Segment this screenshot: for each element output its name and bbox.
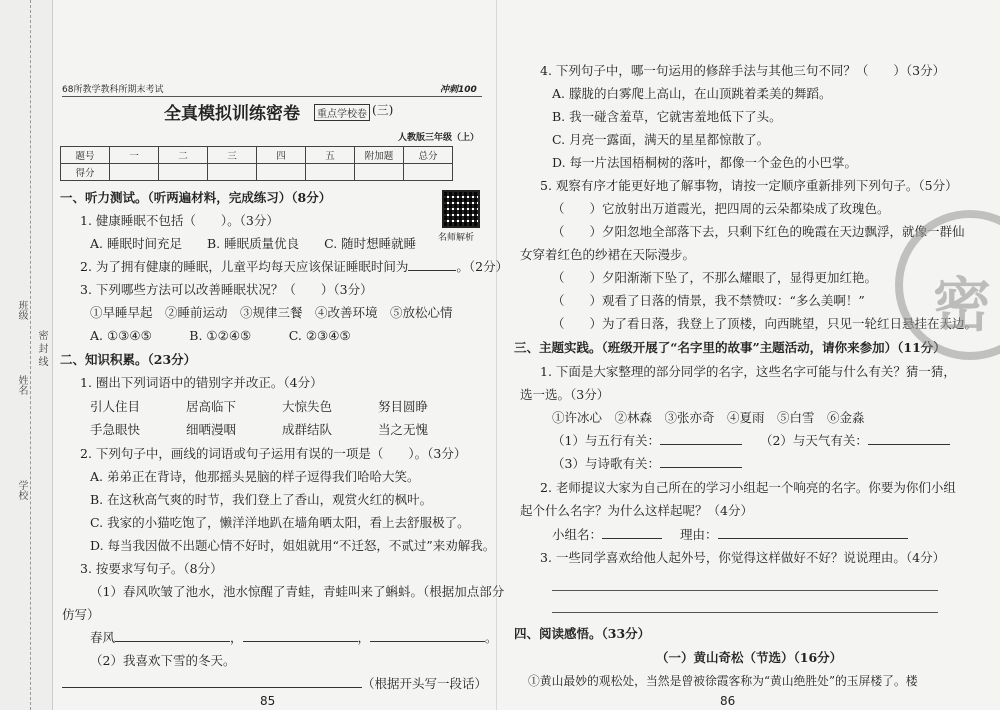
- k3-1: （1）春风吹皱了池水，池水惊醒了青蛙，青蛙叫来了蝌蚪。（根据加点部分: [90, 584, 505, 599]
- score-input-cell[interactable]: [159, 164, 208, 181]
- p1: 1. 下面是大家整理的部分同学的名字，这些名字可能与什么有关？猜一猜，: [540, 364, 956, 379]
- stamp-char: 密: [933, 271, 992, 339]
- q4-b: B. 我一碰含羞草，它就害羞地低下了头。: [552, 109, 782, 124]
- answer-blank[interactable]: [660, 444, 742, 445]
- k2-b: B. 在这秋高气爽的时节，我们登上了香山，观赏火红的枫叶。: [90, 492, 433, 507]
- k1-word: 大惊失色: [282, 399, 333, 414]
- q5-4: （ ）观看了日落的情景，我不禁赞叹：“多么美啊！”: [552, 293, 865, 308]
- p2-reason: 理由：: [680, 527, 718, 542]
- reading-text: ①黄山最妙的观松处，当然是曾被徐霞客称为“黄山绝胜处”的玉屏楼了。楼: [528, 674, 918, 688]
- left-page: [52, 0, 509, 710]
- q2-answer-blank[interactable]: [408, 270, 456, 271]
- q2: [80, 259, 508, 274]
- score-cell: 得分: [61, 164, 110, 181]
- right-page: [500, 0, 1000, 710]
- page-number: 86: [720, 694, 736, 708]
- k1-word: 努目圆睁: [378, 399, 429, 414]
- q4-c: C. 月亮一露面，满天的星星都惊散了。: [552, 132, 770, 147]
- page-title: 全真模拟训练密卷: [164, 104, 300, 124]
- answer-line[interactable]: [552, 590, 938, 591]
- score-row-values: [61, 164, 453, 181]
- score-row-header: [61, 147, 453, 164]
- score-input-cell[interactable]: [257, 164, 306, 181]
- class-label: 班级: [16, 300, 27, 320]
- page-number: 85: [260, 694, 276, 708]
- q3-options: A. ①③④⑤ B. ①②④⑤ C. ②③④⑤: [90, 328, 351, 343]
- p2: 2. 老师提议大家为自己所在的学习小组起一个响亮的名字。你要为你们小组: [540, 480, 956, 495]
- seal-text: 密 封 线: [36, 330, 47, 367]
- q4-a: A. 朦胧的白雾爬上高山，在山顶跳着柔美的舞蹈。: [552, 86, 832, 101]
- score-table: [60, 146, 453, 181]
- section-4-title: 四、阅读感悟。（33分）: [514, 626, 651, 641]
- badge-num: (三): [372, 103, 394, 117]
- k1-word: 引人住目: [90, 399, 141, 414]
- k3-1c-row: 春风 ， ， 。: [90, 630, 498, 645]
- k3-2b: （根据开头写一段话）: [362, 676, 488, 691]
- p2-name: 小组名：: [552, 527, 603, 542]
- k2-d: D. 每当我因做不出题心情不好时，姐姐就用“不迁怒，不贰过”来劝解我。: [90, 538, 496, 553]
- q4-d: D. 每一片法国梧桐树的落叶，都像一个金色的小巴掌。: [552, 155, 858, 170]
- group-name-blank[interactable]: [602, 538, 662, 539]
- k1-word: 成群结队: [282, 422, 333, 437]
- answer-blank[interactable]: [115, 641, 230, 642]
- p1-c: （3）与诗歌有关：: [552, 456, 660, 471]
- k3-1b: 仿写）: [62, 607, 100, 622]
- answer-blank[interactable]: [868, 444, 950, 445]
- answer-blank[interactable]: [62, 687, 362, 688]
- reading-title: （一）黄山奇松（节选）（16分）: [656, 650, 843, 665]
- score-cell: 五: [306, 147, 355, 164]
- k1-word: 居高临下: [186, 399, 237, 414]
- qr-code-icon[interactable]: [442, 190, 480, 228]
- k1-row1: [90, 399, 428, 414]
- q3-items: ①早睡早起 ②睡前运动 ③规律三餐 ④改善环境 ⑤放松心情: [90, 305, 453, 320]
- brand: 冲刺100: [440, 85, 477, 95]
- k2: 2. 下列句子中，画线的词语或句子运用有误的一项是（ ）。（3分）: [80, 446, 467, 461]
- qr-caption: 名师解析: [438, 233, 475, 243]
- p1-b: （2）与天气有关：: [759, 433, 868, 448]
- k1-word: 手急眼快: [90, 422, 141, 437]
- header-rule: [62, 96, 482, 97]
- name-label: 姓名: [16, 375, 27, 395]
- reason-blank[interactable]: [718, 538, 908, 539]
- q1: 1. 健康睡眠不包括（ ）。（3分）: [80, 213, 279, 228]
- p1b: 选一选。（3分）: [520, 387, 610, 402]
- section-1-title: 一、听力测试。（听两遍材料，完成练习）（8分）: [60, 190, 332, 205]
- k3-2: （2）我喜欢下雪的冬天。: [90, 653, 236, 668]
- section-3-title: 三、主题实践。（班级开展了“名字里的故事”主题活动，请你来参加）（11分）: [514, 340, 946, 355]
- seal-line: [30, 0, 31, 710]
- p1-a: （1）与五行有关：: [552, 433, 660, 448]
- score-cell: 三: [208, 147, 257, 164]
- q4: 4. 下列句子中，哪一句运用的修辞手法与其他三句不同？（ ）（3分）: [540, 63, 946, 78]
- k3: 3. 按要求写句子。（8分）: [80, 561, 223, 576]
- p1-c-row: [552, 456, 742, 471]
- score-input-cell[interactable]: [404, 164, 453, 181]
- score-cell: 四: [257, 147, 306, 164]
- p1-names: ①许冰心 ②林森 ③张亦奇 ④夏雨 ⑤白雪 ⑥金淼: [552, 410, 865, 425]
- score-cell: 总分: [404, 147, 453, 164]
- answer-blank[interactable]: [660, 467, 742, 468]
- q5-5: （ ）为了看日落，我登上了顶楼，向西眺望，只见一轮红日悬挂在天边。: [552, 316, 978, 331]
- q5-2b: 女穿着红色的纱裙在天际漫步。: [520, 247, 696, 262]
- edition: 人教版三年级（上）: [398, 133, 480, 143]
- k1-word: 细哂漫咽: [186, 422, 237, 437]
- k2-a: A. 弟弟正在背诗，他那摇头晃脑的样子逗得我们哈哈大笑。: [90, 469, 420, 484]
- k3-1c: 春风: [90, 630, 116, 645]
- score-input-cell[interactable]: [208, 164, 257, 181]
- score-cell: 一: [110, 147, 159, 164]
- p2-row: [552, 527, 908, 542]
- k1: 1. 圈出下列词语中的错别字并改正。（4分）: [80, 375, 323, 390]
- p1-row: [552, 433, 950, 448]
- k2-c: C. 我家的小猫吃饱了，懒洋洋地趴在墙角晒太阳，看上去舒服极了。: [90, 515, 470, 530]
- answer-line[interactable]: [552, 612, 938, 613]
- badge: 重点学校卷: [314, 104, 370, 121]
- q2-end: 。（2分）: [456, 259, 509, 274]
- q5: 5. 观察有序才能更好地了解事物，请按一定顺序重新排列下列句子。（5分）: [540, 178, 958, 193]
- exam-source: 68所教学教科所期末考试: [62, 85, 164, 95]
- score-input-cell[interactable]: [355, 164, 404, 181]
- k1-row2: [90, 422, 428, 437]
- q2-text: 2. 为了拥有健康的睡眠，儿童平均每天应该保证睡眠时间为: [80, 259, 409, 274]
- answer-blank[interactable]: [243, 641, 358, 642]
- k3-2-row: [62, 676, 487, 691]
- section-2-title: 二、知识积累。（23分）: [60, 352, 197, 367]
- page-divider: [496, 0, 497, 710]
- score-input-cell[interactable]: [110, 164, 159, 181]
- binding-margin: [0, 0, 53, 710]
- score-cell: 二: [159, 147, 208, 164]
- q1-options: A. 睡眠时间充足 B. 睡眠质量优良 C. 随时想睡就睡: [90, 236, 417, 251]
- score-input-cell[interactable]: [306, 164, 355, 181]
- score-cell: 题号: [61, 147, 110, 164]
- q5-1: （ ）它放射出万道霞光，把四周的云朵都染成了玫瑰色。: [552, 201, 890, 216]
- p2b: 起个什么名字？为什么这样起呢？（4分）: [520, 503, 753, 518]
- answer-blank[interactable]: [370, 641, 485, 642]
- q5-3: （ ）夕阳渐渐下坠了，不那么耀眼了，显得更加红艳。: [552, 270, 878, 285]
- k1-word: 当之无愧: [378, 422, 429, 437]
- q3: 3. 下列哪些方法可以改善睡眠状况？（ ）（3分）: [80, 282, 373, 297]
- school-label: 学校: [16, 480, 27, 500]
- score-cell: 附加题: [355, 147, 404, 164]
- p3: 3. 一些同学喜欢给他人起外号，你觉得这样做好不好？说说理由。（4分）: [540, 550, 946, 565]
- q5-2: （ ）夕阳忽地全部落下去，只剩下红色的晚霞在天边飘浮，就像一群仙: [552, 224, 965, 239]
